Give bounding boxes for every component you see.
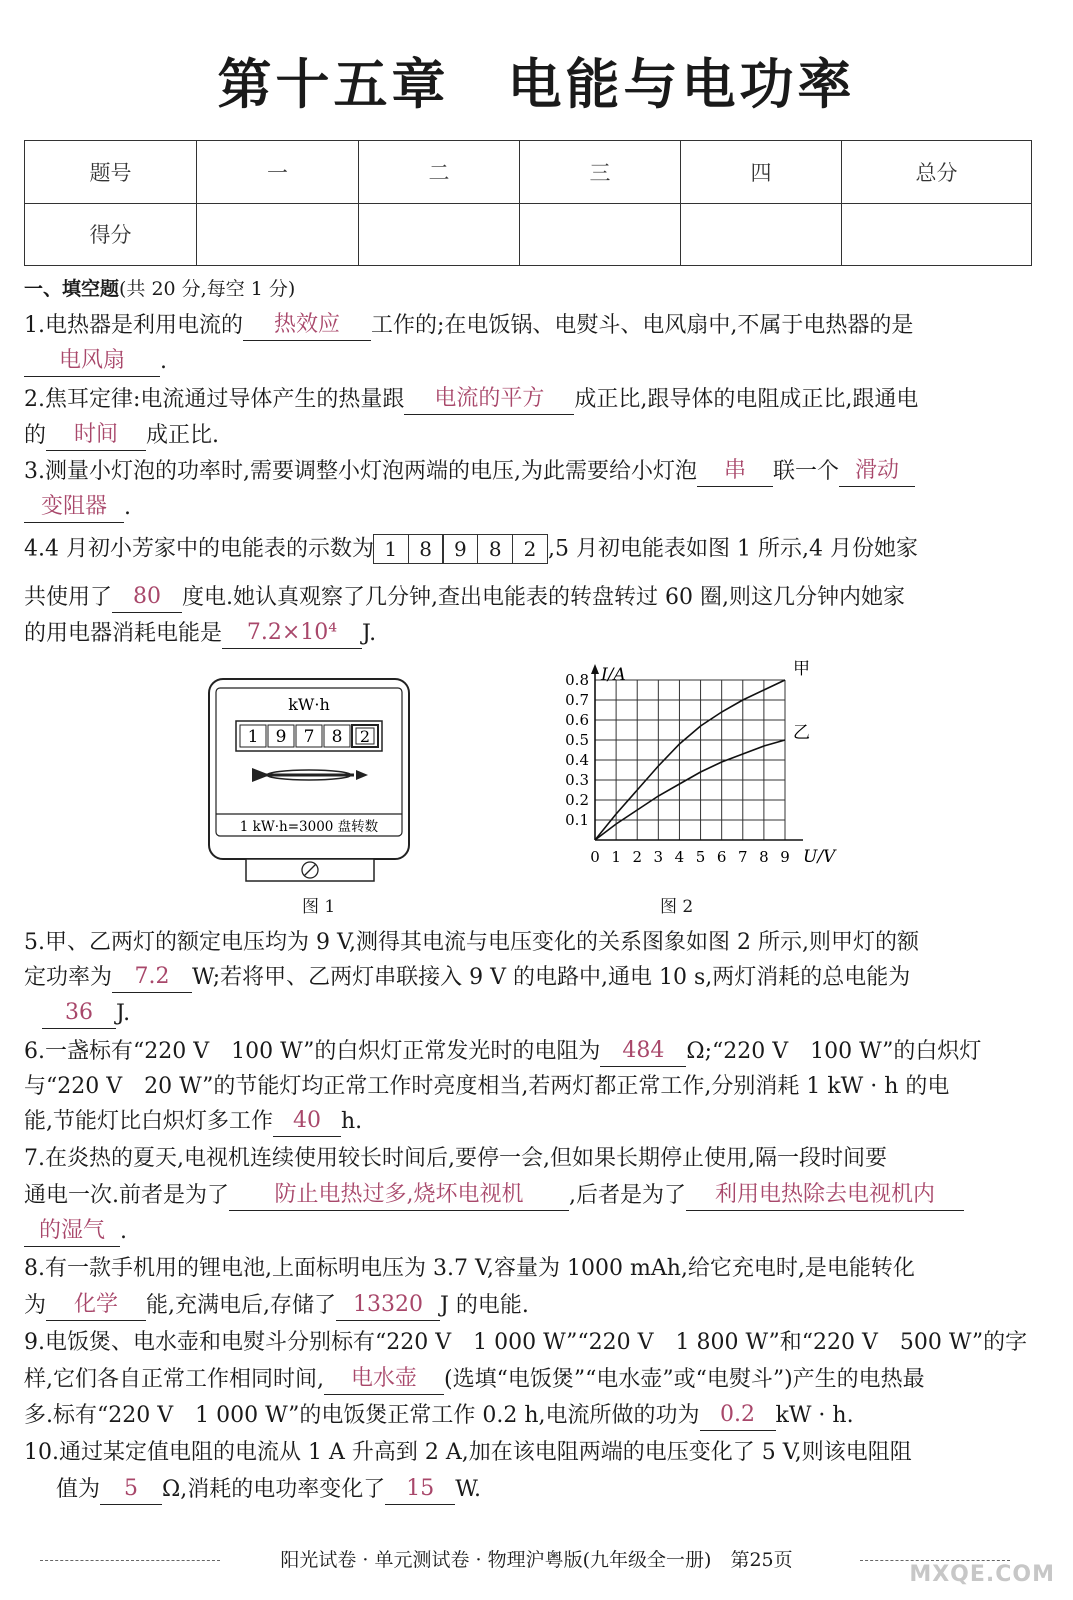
question-3-line-1 [24, 456, 915, 487]
answer-blank: 0.2 [700, 1400, 776, 1431]
question-text: Ω;“220 V 100 W”的白炽灯 [686, 1039, 982, 1064]
question-9-line-2 [24, 1364, 925, 1395]
y-tick-label: 0.5 [565, 731, 589, 749]
meter-digit: 9 [442, 534, 478, 564]
answer-blank: 热效应 [243, 310, 371, 341]
question-text: . [160, 349, 167, 374]
meter-digit: 8 [477, 534, 513, 564]
question-text: 2.焦耳定律:电流通过导体产生的热量跟 [24, 387, 405, 412]
answer-blank: 5 [100, 1474, 162, 1505]
figure-1-caption: 图 1 [302, 897, 336, 917]
answer-blank: 利用电热除去电视机内 [686, 1180, 964, 1211]
question-10-line-2 [24, 1474, 481, 1505]
question-text: 样,它们各自正常工作相同时间, [24, 1367, 324, 1392]
question-text: J 的电能. [440, 1293, 529, 1318]
question-text: 7.在炎热的夏天,电视机连续使用较长时间后,要停一会,但如果长期停止使用,隔一段时间要 [24, 1146, 887, 1171]
score-cell[interactable] [520, 203, 681, 266]
question-text: 共使用了 [24, 585, 113, 610]
answer-blank: 15 [385, 1474, 455, 1505]
question-text: 9.电饭煲、电水壶和电熨斗分别标有“220 V 1 000 W”“220 V 1 800 W”和“220 V 500 W”的字 [24, 1330, 1028, 1355]
question-text: J. [362, 621, 377, 646]
question-text: 度电.她认真观察了几分钟,查出电能表的转盘转过 60 圈,则这几分钟内她家 [182, 585, 905, 610]
question-2-line-2 [24, 420, 219, 451]
question-7-line-1 [24, 1144, 887, 1174]
answer-blank: 串 [697, 456, 773, 487]
score-header-cell: 一 [197, 141, 359, 204]
score-header-cell: 题号 [25, 141, 197, 204]
x-tick-label: 1 [611, 848, 621, 866]
question-text: ,5 月初电能表如图 1 所示,4 月份她家 [548, 536, 918, 562]
score-row-label: 得分 [25, 203, 197, 266]
question-8-line-1 [24, 1254, 915, 1284]
section-heading [24, 274, 295, 304]
meter-counter-digit: 8 [331, 727, 343, 747]
question-text: W. [455, 1477, 482, 1502]
x-axis-label: U/V [803, 847, 836, 867]
x-tick-label: 3 [653, 848, 664, 866]
answer-blank: 变阻器 [24, 492, 124, 523]
x-tick-label: 7 [738, 848, 748, 866]
question-text: kW · h. [775, 1403, 854, 1428]
question-text: 工作的;在电饭锅、电熨斗、电风扇中,不属于电热器的是 [371, 313, 914, 338]
meter-constant-label: 1 kW·h=3000 盘转数 [239, 819, 379, 835]
iu-graph-figure [555, 660, 855, 890]
answer-blank: 7.2 [112, 962, 192, 993]
question-text: 为 [24, 1293, 47, 1318]
question-text: 的用电器消耗电能是 [24, 621, 223, 646]
question-text: 4.4 月初小芳家中的电能表的示数为 [24, 536, 374, 562]
question-text: (选填“电饭煲”“电水壶”或“电熨斗”)产生的电热最 [444, 1367, 925, 1392]
question-text: 3.测量小灯泡的功率时,需要调整小灯泡两端的电压,为此需要给小灯泡 [24, 459, 697, 484]
x-tick-label: 6 [716, 848, 727, 866]
question-text: ,后者是为了 [569, 1183, 686, 1208]
question-3-line-2 [24, 492, 131, 523]
y-tick-label: 0.2 [565, 791, 589, 809]
answer-blank: 13320 [336, 1290, 440, 1321]
x-tick-label: 9 [780, 848, 790, 866]
question-7-line-2 [24, 1180, 964, 1211]
question-6-line-3 [24, 1106, 362, 1137]
question-text: 5.甲、乙两灯的额定电压均为 9 V,测得其电流与电压变化的关系图象如图 2 所示,则甲灯的额 [24, 930, 919, 955]
question-text: 多.标有“220 V 1 000 W”的电饭煲正常工作 0.2 h,电流所做的功为 [24, 1403, 700, 1428]
question-6-line-2 [24, 1072, 949, 1102]
x-tick-label: 5 [695, 848, 706, 866]
meter-reading-boxes [374, 534, 548, 565]
question-text: 8.有一款手机用的锂电池,上面标明电压为 3.7 V,容量为 1000 mAh,给它充电时,是电能转化 [24, 1256, 915, 1281]
question-text: 6.一盏标有“220 V 100 W”的白炽灯正常发光时的电阻为 [24, 1039, 601, 1064]
question-5-line-3 [24, 998, 130, 1029]
x-tick-label: 8 [759, 848, 769, 866]
series-label-jia: 甲 [793, 660, 810, 679]
graph-grid [595, 680, 785, 840]
y-tick-label: 0.3 [565, 771, 589, 789]
figure-2-caption: 图 2 [660, 897, 694, 917]
y-tick-label: 0.7 [565, 691, 589, 709]
y-axis-arrow-icon [591, 664, 599, 674]
question-text: 与“220 V 20 W”的节能灯均正常工作时亮度相当,若两灯都正常工作,分别消耗 1 kW · h 的电 [24, 1074, 950, 1099]
meter-digit: 1 [373, 534, 409, 564]
meter-counter-digit: 1 [247, 727, 259, 747]
answer-blank: 时间 [46, 420, 146, 451]
meter-counter-digit: 7 [303, 727, 315, 747]
question-text: 成正比,跟导体的电阻成正比,跟通电 [574, 387, 919, 412]
question-6-line-1 [24, 1036, 981, 1067]
score-cell[interactable] [359, 203, 520, 266]
question-text: h. [341, 1109, 363, 1134]
question-10-line-1 [24, 1438, 912, 1468]
question-text: 联一个 [772, 459, 839, 484]
score-cell[interactable] [197, 203, 359, 266]
y-axis-label: I/A [601, 665, 626, 685]
y-tick-label: 0.6 [565, 711, 589, 729]
graph-axes [591, 664, 803, 840]
question-text: 值为 [56, 1477, 101, 1502]
y-tick-label: 0.1 [565, 811, 589, 829]
x-tick-label: 0 [590, 848, 600, 866]
energy-meter-figure [206, 676, 416, 886]
answer-blank: 36 [42, 998, 116, 1029]
question-text: W;若将甲、乙两灯串联接入 9 V 的电路中,通电 10 s,两灯消耗的总电能为 [192, 965, 911, 990]
answer-blank: 电水壶 [324, 1364, 444, 1395]
answer-blank: 电风扇 [24, 346, 160, 377]
x-tick-label: 2 [632, 848, 642, 866]
score-cell[interactable] [681, 203, 842, 266]
question-9-line-3 [24, 1400, 854, 1431]
question-text: 1.电热器是利用电流的 [24, 313, 243, 338]
answer-blank: 7.2×10⁴ [222, 618, 362, 649]
chapter-title: 第十五章 电能与电功率 [217, 53, 856, 116]
question-text: Ω,消耗的电功率变化了 [162, 1477, 386, 1502]
question-text: 10.通过某定值电阻的电流从 1 A 升高到 2 A,加在该电阻两端的电压变化了 5 V,则该电阻阻 [24, 1440, 912, 1465]
meter-unit: kW·h [288, 695, 330, 714]
score-header-cell: 二 [359, 141, 520, 204]
score-table [24, 140, 1032, 266]
question-4-line-2 [24, 582, 905, 613]
series-label-yi: 乙 [793, 723, 810, 743]
question-4-line-1 [24, 534, 918, 565]
question-text: . [120, 1219, 127, 1244]
score-header-cell: 总分 [842, 141, 1032, 204]
section-note: (共 20 分,每空 1 分) [119, 278, 296, 300]
question-text: 能,充满电后,存储了 [146, 1293, 337, 1318]
answer-blank: 40 [273, 1106, 341, 1137]
question-9-line-1 [24, 1328, 1027, 1358]
answer-blank: 滑动 [839, 456, 915, 487]
question-text: 能,节能灯比白炽灯多工作 [24, 1109, 273, 1134]
question-text: J. [116, 1001, 131, 1026]
watermark-logo: MXQE.COM [909, 1562, 1055, 1587]
score-table-score-row [25, 203, 1032, 266]
score-header-cell: 三 [520, 141, 681, 204]
answer-blank: 防止电热过多,烧坏电视机 [229, 1180, 569, 1211]
question-1-line-1 [24, 310, 913, 341]
answer-blank: 80 [112, 582, 182, 613]
question-text: 通电一次.前者是为了 [24, 1183, 229, 1208]
question-2-line-1 [24, 384, 918, 415]
question-8-line-2 [24, 1290, 529, 1321]
question-text: . [124, 495, 131, 520]
meter-counter-digit: 9 [275, 727, 287, 747]
meter-counter-digit: 2 [359, 727, 371, 746]
page-footer: 阳光试卷 · 单元测试卷 · 物理沪粤版(九年级全一册) 第25页 [280, 1549, 793, 1571]
meter-digit: 2 [512, 534, 548, 564]
answer-blank: 484 [600, 1036, 686, 1067]
score-cell[interactable] [842, 203, 1032, 266]
series-line-yi [595, 740, 785, 840]
answer-blank: 电流的平方 [404, 384, 574, 415]
x-tick-label: 4 [674, 848, 685, 866]
question-text: 定功率为 [24, 965, 113, 990]
question-5-line-1 [24, 928, 919, 958]
y-tick-label: 0.4 [565, 751, 589, 769]
question-7-line-3 [24, 1216, 127, 1247]
score-header-cell: 四 [681, 141, 842, 204]
section-title: 一、填空题 [24, 278, 120, 300]
question-4-line-3 [24, 618, 376, 649]
score-table-header-row [25, 141, 1032, 204]
answer-blank: 的湿气 [24, 1216, 120, 1247]
question-5-line-2 [24, 962, 910, 993]
meter-digit: 8 [408, 534, 444, 564]
answer-blank: 化学 [46, 1290, 146, 1321]
question-text: 的 [24, 423, 47, 448]
question-1-line-2 [24, 346, 167, 377]
question-text: 成正比. [146, 423, 220, 448]
y-tick-label: 0.8 [565, 671, 589, 689]
